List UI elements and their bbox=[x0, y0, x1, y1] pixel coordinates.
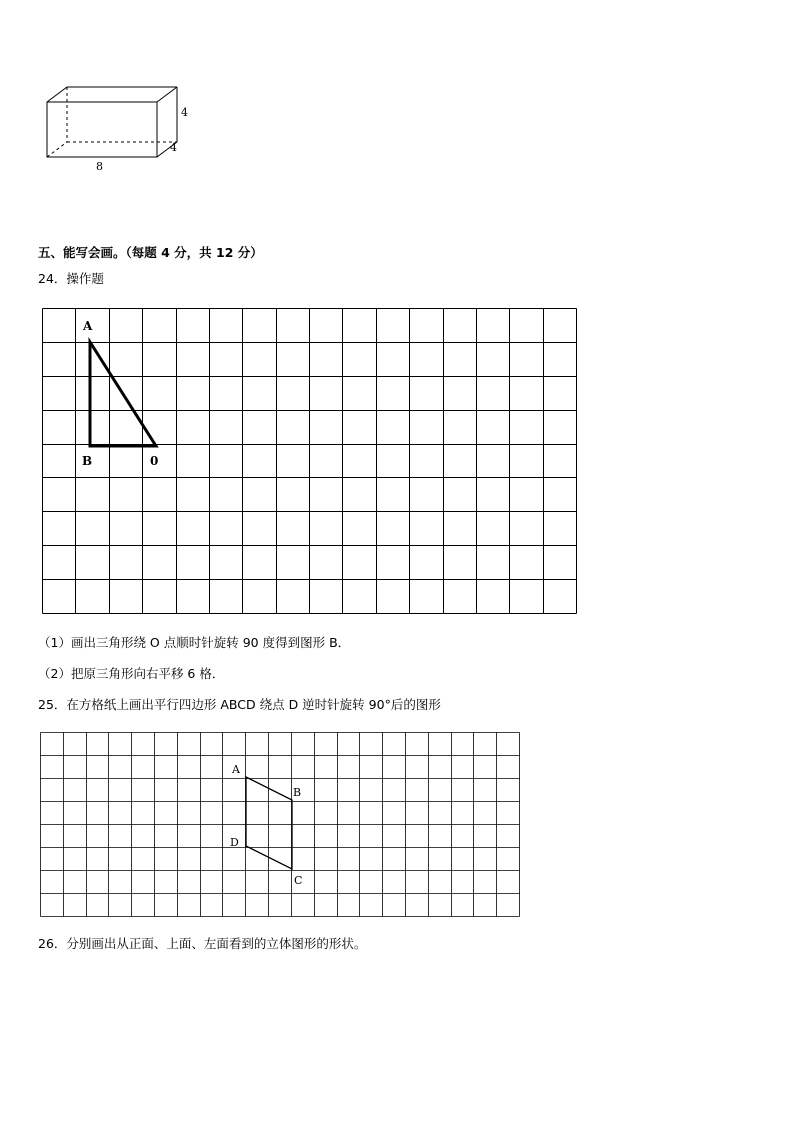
parallelogram-abcd bbox=[246, 777, 292, 869]
cuboid-figure bbox=[30, 75, 230, 175]
cuboid-front-face bbox=[47, 102, 157, 157]
question-25-grid[interactable] bbox=[40, 732, 520, 917]
question-26-title: 26．分别画出从正面、上面、左面看到的立体图形的形状。 bbox=[38, 936, 367, 951]
section-heading: 五、能写会画。（每题 4 分，共 12 分） bbox=[38, 245, 263, 260]
question-24-title: 24．操作题 bbox=[38, 271, 104, 286]
point-o-label: 0 bbox=[150, 454, 159, 468]
cuboid-length-label: 8 bbox=[96, 160, 103, 173]
triangle-abo bbox=[90, 342, 156, 446]
question-24-step-1: （1）画出三角形绕 O 点顺时针旋转 90 度得到图形 B． bbox=[38, 635, 351, 650]
vertex-a-label: A bbox=[232, 763, 240, 776]
vertex-d-label: D bbox=[230, 836, 239, 849]
cuboid-height-label: 4 bbox=[181, 106, 188, 119]
point-b-label: B bbox=[82, 454, 93, 468]
vertex-c-label: C bbox=[294, 874, 303, 887]
question-24-grid[interactable] bbox=[42, 308, 577, 614]
question-25-title: 25．在方格纸上画出平行四边形 ABCD 绕点 D 逆时针旋转 90°后的图形 bbox=[38, 697, 441, 712]
question-24-step-2: （2）把原三角形向右平移 6 格． bbox=[38, 666, 225, 681]
point-a-label: A bbox=[83, 319, 93, 333]
vertex-b-label: B bbox=[293, 786, 302, 799]
cuboid-width-label: 4 bbox=[170, 141, 177, 154]
